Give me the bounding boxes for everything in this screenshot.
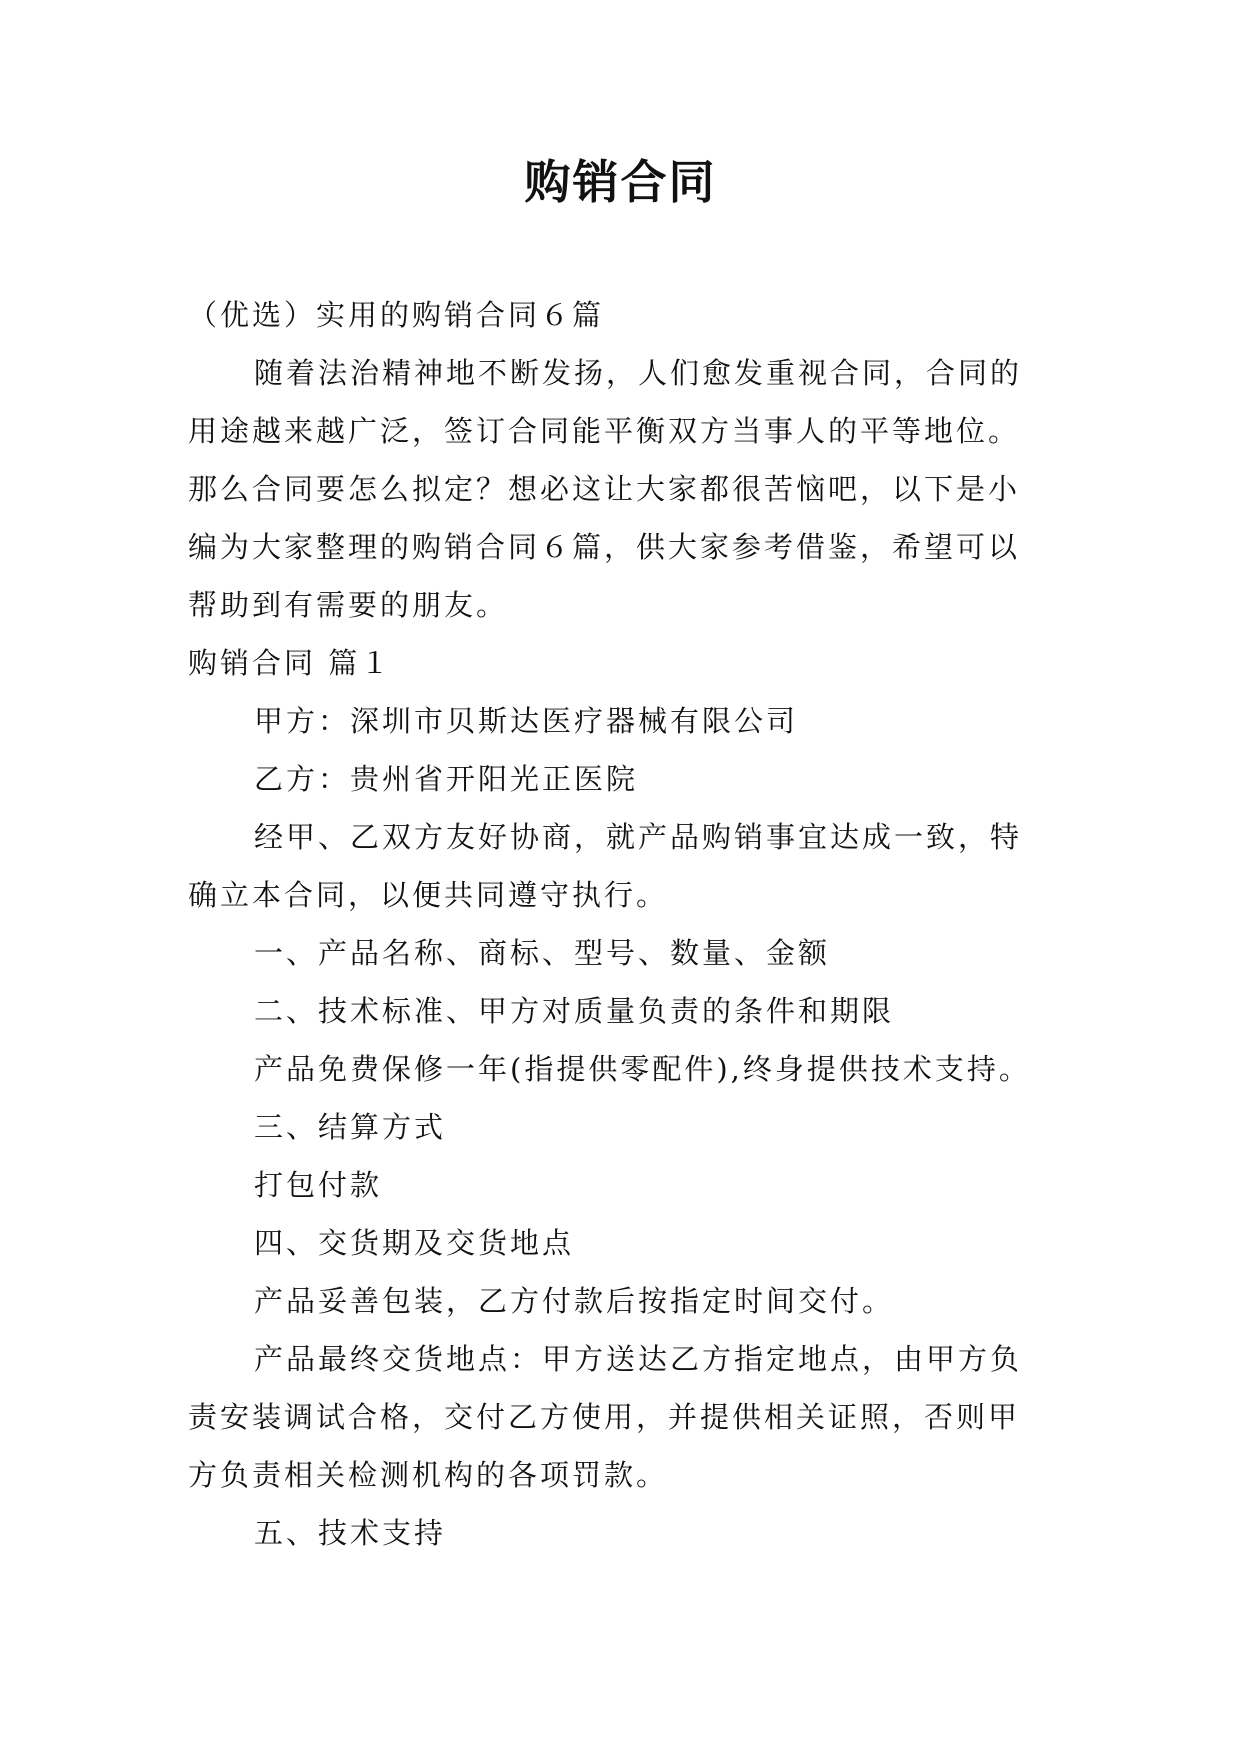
- document-title: 购销合同: [524, 155, 717, 209]
- text-line: 产品免费保修一年(指提供零配件),终身提供技术支持。: [254, 1052, 1031, 1086]
- text-line: 确立本合同，以便共同遵守执行。: [188, 878, 669, 912]
- text-line: 经甲、乙双方友好协商，就产品购销事宜达成一致，特: [254, 820, 1023, 854]
- text-line: 用途越来越广泛，签订合同能平衡双方当事人的平等地位。: [188, 414, 1021, 448]
- text-line: 甲方：深圳市贝斯达医疗器械有限公司: [254, 704, 799, 738]
- document-body: [188, 286, 1068, 1562]
- text-line: 打包付款: [254, 1168, 383, 1202]
- text-line: 产品妥善包装，乙方付款后按指定时间交付。: [254, 1284, 895, 1318]
- text-line: 随着法治精神地不断发扬，人们愈发重视合同，合同的: [254, 356, 1023, 390]
- text-line: 责安装调试合格，交付乙方使用，并提供相关证照，否则甲: [188, 1400, 1021, 1434]
- text-line: 帮助到有需要的朋友。: [188, 588, 509, 622]
- text-line: 二、技术标准、甲方对质量负责的条件和期限: [254, 994, 895, 1028]
- text-line: 购销合同 篇１: [188, 646, 393, 680]
- text-line: （优选）实用的购销合同６篇: [188, 298, 605, 332]
- text-line: 产品最终交货地点：甲方送达乙方指定地点，由甲方负: [254, 1342, 1023, 1376]
- text-line: 乙方：贵州省开阳光正医院: [254, 762, 639, 796]
- text-line: 那么合同要怎么拟定？想必这让大家都很苦恼吧，以下是小: [188, 472, 1021, 506]
- text-line: 五、技术支持: [254, 1516, 447, 1550]
- text-line: 方负责相关检测机构的各项罚款。: [188, 1458, 669, 1492]
- text-line: 编为大家整理的购销合同６篇，供大家参考借鉴，希望可以: [188, 530, 1021, 564]
- text-line: 三、结算方式: [254, 1110, 447, 1144]
- text-line: 一、产品名称、商标、型号、数量、金额: [254, 936, 831, 970]
- text-line: 四、交货期及交货地点: [254, 1226, 575, 1260]
